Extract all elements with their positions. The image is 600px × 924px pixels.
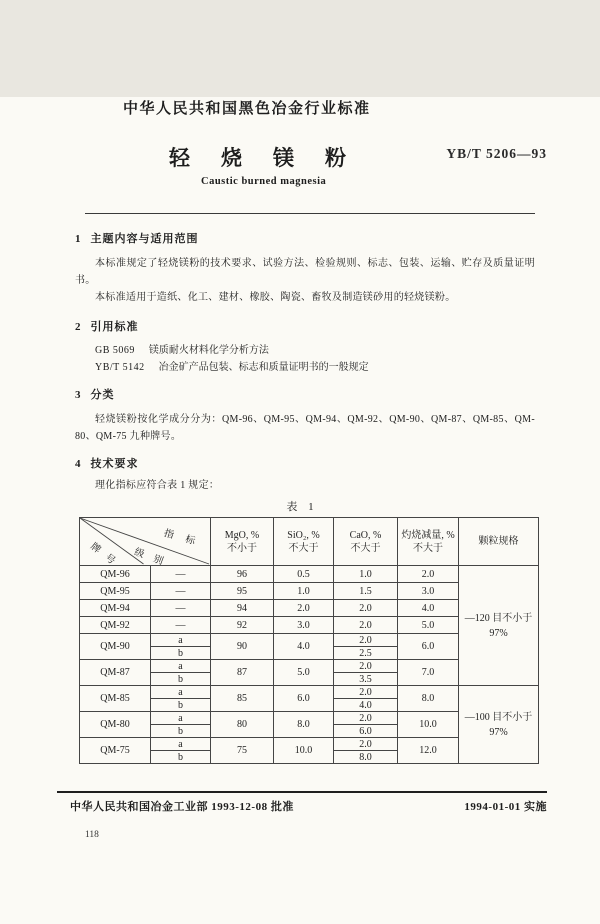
cell-mgo: 80	[211, 712, 274, 738]
cell-loss: 7.0	[398, 660, 459, 686]
reference-1-title: 镁质耐火材料化学分析方法	[148, 345, 269, 356]
cell-grade-b: b	[151, 751, 211, 764]
section-3-paragraph-1: 轻烧镁粉按化学成分分为：QM-96、QM-95、QM-94、QM-92、QM-90、QM-87、QM-85、QM-80、QM-75 九种牌号。	[75, 414, 535, 442]
section-1-heading	[75, 230, 535, 246]
cell-brand: QM-75	[80, 738, 151, 764]
section-4-number: 4	[75, 458, 81, 470]
cell-mgo: 95	[211, 583, 274, 600]
cell-brand: QM-87	[80, 660, 151, 686]
section-3-heading	[75, 386, 535, 402]
section-1-title: 主题内容与适用范围	[90, 233, 199, 245]
cell-sio2: 1.0	[274, 583, 334, 600]
cell-mgo: 92	[211, 617, 274, 634]
cell-sio2: 5.0	[274, 660, 334, 686]
particle-spec-group-2	[459, 686, 539, 764]
cell-loss: 5.0	[398, 617, 459, 634]
section-1-paragraph-2: 本标准适用于造纸、化工、建材、橡胶、陶瓷、畜牧及制造镁砂用的轻烧镁粉。	[95, 292, 456, 303]
header-cao	[334, 518, 398, 566]
cell-loss: 3.0	[398, 583, 459, 600]
cell-cao-a: 2.0	[334, 634, 398, 647]
cell-cao-b: 8.0	[334, 751, 398, 764]
particle-spec-line2: 97%	[489, 726, 508, 738]
section-1-number: 1	[75, 233, 81, 245]
header-loss	[398, 518, 459, 566]
header-mgo	[211, 518, 274, 566]
header-mgo-line1: MgO, %	[224, 529, 260, 541]
approval-statement: 中华人民共和国冶金工业部 1993-12-08 批准	[70, 801, 294, 813]
cell-cao-b: 3.5	[334, 673, 398, 686]
cell-cao: 2.0	[334, 600, 398, 617]
cell-brand: QM-80	[80, 712, 151, 738]
cell-mgo: 85	[211, 686, 274, 712]
header-sio2	[274, 518, 334, 566]
cell-sio2: 6.0	[274, 686, 334, 712]
cell-grade: —	[151, 583, 211, 600]
cell-mgo: 96	[211, 566, 274, 583]
cell-sio2: 10.0	[274, 738, 334, 764]
section-2-number: 2	[75, 321, 81, 333]
cell-mgo: 75	[211, 738, 274, 764]
cell-loss: 10.0	[398, 712, 459, 738]
cell-sio2: 0.5	[274, 566, 334, 583]
cell-cao-a: 2.0	[334, 660, 398, 673]
document-title-english: Caustic burned magnesia	[201, 176, 327, 187]
particle-spec-group-1	[459, 566, 539, 686]
reference-1-code: GB 5069	[95, 345, 135, 356]
cell-brand: QM-90	[80, 634, 151, 660]
cell-brand: QM-92	[80, 617, 151, 634]
footer-divider	[57, 791, 547, 793]
cell-grade-a: a	[151, 712, 211, 725]
footer-row	[57, 798, 547, 814]
cell-grade-a: a	[151, 660, 211, 673]
cell-cao: 1.5	[334, 583, 398, 600]
reference-2-code: YB/T 5142	[95, 362, 145, 373]
cell-cao-a: 2.0	[334, 686, 398, 699]
reference-2-title: 冶金矿产品包装、标志和质量证明书的一般规定	[158, 362, 369, 373]
header-loss-line2: 不大于	[413, 542, 443, 554]
reference-2	[75, 359, 535, 376]
cell-loss: 8.0	[398, 686, 459, 712]
cell-loss: 4.0	[398, 600, 459, 617]
cell-grade-b: b	[151, 673, 211, 686]
document-title: 轻烧镁粉	[169, 146, 377, 170]
spec-table	[79, 517, 539, 764]
cell-sio2: 4.0	[274, 634, 334, 660]
title-row	[57, 142, 547, 168]
header-sio2-line2: 不大于	[288, 542, 319, 554]
corner-header-cell	[80, 518, 211, 569]
document-page	[0, 97, 600, 924]
cell-cao-b: 4.0	[334, 699, 398, 712]
cell-brand: QM-95	[80, 583, 151, 600]
particle-spec-line1: —100 目不小于	[464, 711, 533, 723]
cell-grade-b: b	[151, 725, 211, 738]
cell-sio2: 8.0	[274, 712, 334, 738]
header-loss-line1: 灼烧减量, %	[401, 529, 455, 541]
standard-number: YB/T 5206—93	[446, 146, 547, 161]
particle-spec-line1: —120 目不小于	[464, 612, 533, 624]
cell-cao-a: 2.0	[334, 738, 398, 751]
cell-mgo: 87	[211, 660, 274, 686]
cell-mgo: 90	[211, 634, 274, 660]
header-mgo-line2: 不小于	[227, 542, 257, 554]
cell-cao-a: 2.0	[334, 712, 398, 725]
page-number: 118	[85, 830, 99, 840]
header-sio2-line1: SiO₂, %	[287, 529, 320, 541]
cell-grade-b: b	[151, 699, 211, 712]
section-2-title: 引用标准	[90, 321, 139, 333]
cell-cao: 2.0	[334, 617, 398, 634]
implementation-date: 1994-01-01 实施	[464, 801, 547, 813]
corner-label-grade: 级 别	[132, 546, 169, 569]
cell-loss: 6.0	[398, 634, 459, 660]
cell-grade: —	[151, 600, 211, 617]
cell-grade: —	[151, 617, 211, 634]
header-cao-line1: CaO, %	[349, 529, 382, 541]
cell-grade-a: a	[151, 738, 211, 751]
section-1-paragraph-1: 本标准规定了轻烧镁粉的技术要求、试验方法、检验规则、标志、包装、运输、贮存及质量证明书。	[75, 258, 535, 286]
cell-grade: —	[151, 566, 211, 583]
table-row	[80, 566, 539, 583]
cell-grade-b: b	[151, 647, 211, 660]
section-3-number: 3	[75, 389, 81, 401]
cell-mgo: 94	[211, 600, 274, 617]
standard-org-line: 中华人民共和国黑色冶金行业标准	[123, 101, 371, 117]
section-4-title: 技术要求	[90, 458, 139, 470]
document-body	[75, 230, 535, 493]
section-4-paragraph-1: 理化指标应符合表 1 规定：	[95, 480, 220, 491]
cell-grade-a: a	[151, 686, 211, 699]
table-caption: 表 1	[286, 501, 318, 513]
cell-sio2: 2.0	[274, 600, 334, 617]
table-header-row	[80, 518, 539, 566]
table-row	[80, 686, 539, 699]
section-2-heading	[75, 318, 535, 334]
diagonal-header-graphic	[80, 518, 210, 569]
header-particle: 颗粒规格	[459, 518, 539, 566]
header-divider	[85, 213, 535, 214]
corner-label-brand: 牌 号	[88, 541, 120, 569]
cell-sio2: 3.0	[274, 617, 334, 634]
section-3-title: 分类	[90, 389, 115, 401]
cell-cao-b: 2.5	[334, 647, 398, 660]
header-cao-line2: 不大于	[350, 542, 381, 554]
cell-brand: QM-85	[80, 686, 151, 712]
cell-grade-a: a	[151, 634, 211, 647]
cell-cao: 1.0	[334, 566, 398, 583]
corner-label-index: 指 标	[162, 527, 202, 549]
particle-spec-line2: 97%	[489, 627, 508, 639]
section-4-heading	[75, 455, 535, 471]
cell-brand: QM-94	[80, 600, 151, 617]
cell-loss: 2.0	[398, 566, 459, 583]
cell-cao-b: 6.0	[334, 725, 398, 738]
cell-loss: 12.0	[398, 738, 459, 764]
cell-brand: QM-96	[80, 566, 151, 583]
reference-1	[75, 342, 535, 359]
